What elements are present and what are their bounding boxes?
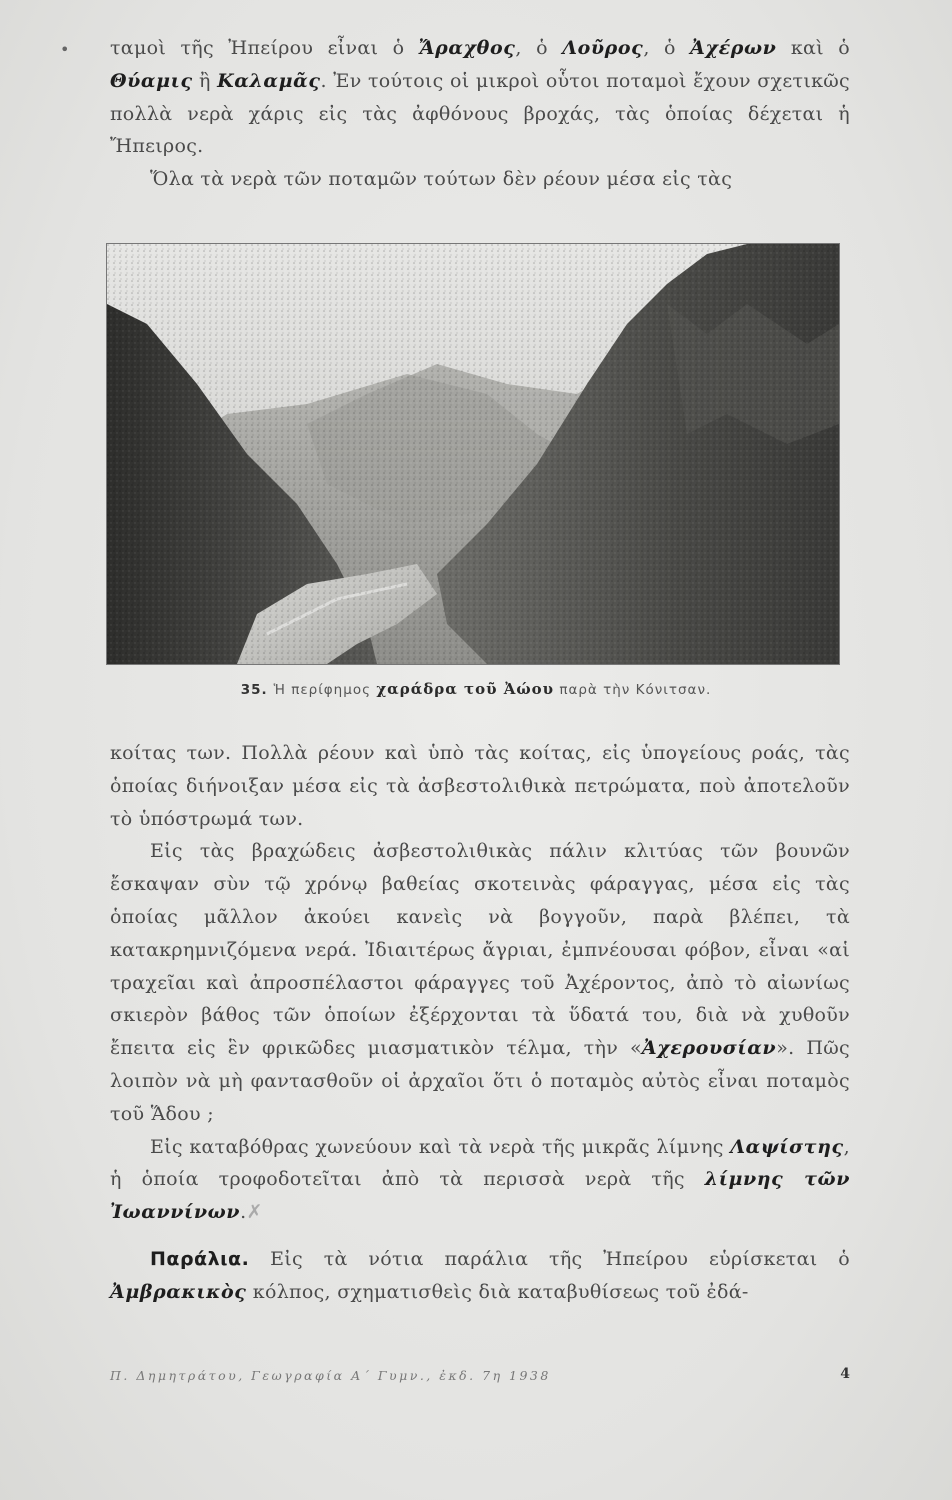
river-arachthos: Ἄραχθος	[418, 37, 516, 59]
river-kalamas: Καλαμᾶς	[217, 69, 321, 92]
caption-emphasis: χαράδρα τοῦ Ἀώου	[376, 680, 555, 698]
paragraph-rivers: ταμοὶ τῆς Ἠπείρου εἶναι ὁ Ἄραχθος, ὁ Λοῦρος, ὁ Ἀχέρων καὶ ὁ Θύαμις ἢ Καλαμᾶς. Ἐν τούτοις οἱ μικροὶ οὗτοι ποταμοὶ ἔχουν σχετικῶς πολλὰ νερὰ χάρις εἰς τὰς ἀφθόνους βροχάς, τὰς ὁποίας δέχεται ἡ Ἤπειρος.	[110, 37, 850, 158]
figure-number: 35.	[240, 682, 268, 698]
gorge-photograph	[106, 243, 840, 665]
river-louros: Λοῦρος	[562, 37, 644, 59]
footer-citation: Π. Δημητράτου, Γεωγραφία Α΄ Γυμν., ἐκδ. 7η 1938	[110, 1368, 551, 1383]
paragraph-coasts: Παράλια. Εἰς τὰ νότια παράλια τῆς Ἠπείρου εὑρίσκεται ὁ Ἀμβρακικὸς κόλπος, σχηματισθεὶς διὰ καταβυθίσεως τοῦ ἐδά-	[110, 1247, 850, 1303]
gulf-amvrakikos: Ἀμβρακικὸς	[110, 1280, 247, 1303]
lake-lapsisti: Λαψίστης	[730, 1135, 844, 1158]
page-footer	[110, 1368, 850, 1383]
margin-dot: •	[60, 40, 70, 59]
paragraph-gorges: Εἰς τὰς βραχώδεις ἀσβεστολιθικὰς πάλιν κλιτύας τῶν βουνῶν ἔσκαψαν σὺν τῷ χρόνῳ βαθείας σκοτεινὰς φάραγγας, μέσα εἰς τὰς ὁποίας μᾶλλον ἀκούει κανεὶς νὰ βογγοῦν, παρὰ βλέπει, τὰ κατακρημνιζόμενα νερά. Ἰδιαιτέρως ἄγριαι, ἐμπνέουσαι φόβον, εἶναι «αἱ τραχεῖαι καὶ ἀπροσπέλαστοι φάραγγες τοῦ Ἀχέροντος, ἀπὸ τὸ αἰωνίως σκιερὸν βάθος τῶν ὁποίων ἐξέρχονται τὰ ὕδατά του, διὰ νὰ χυθοῦν ἔπειτα εἰς ἓν φρικῶδες μιασματικὸν τέλμα, τὴν «Ἀχερουσίαν». Πῶς λοιπὸν νὰ μὴ φαντασθοῦν οἱ ἀρχαῖοι ὅτι ὁ ποταμὸς αὐτὸς εἶναι ποταμὸς τοῦ Ἅδου ;	[110, 840, 850, 1125]
gorge-image	[107, 244, 839, 664]
page-number: 4	[840, 1366, 850, 1382]
paragraph-waters: Ὅλα τὰ νερὰ τῶν ποταμῶν τούτων δὲν ρέουν μέσα εἰς τὰς	[150, 168, 733, 191]
lake-ioannina: λίμνης τῶν Ἰωαννίνων	[110, 1168, 850, 1224]
paragraph-riverbeds: κοίτας των. Πολλὰ ρέουν καὶ ὑπὸ τὰς κοίτας, εἰς ὑπογείους ροάς, τὰς ὁποίας διήνοιξαν μέσα εἰς τὰ ἀσβεστολιθικὰ πετρώματα, ποὺ ἀποτελοῦν τὸ ὑπόστρωμά των.	[110, 742, 850, 830]
pencil-mark-icon: ✗	[246, 1201, 263, 1224]
river-acheron: Ἀχέρων	[690, 37, 777, 59]
paragraph-lakes: Εἰς καταβόθρας χωνεύουν καὶ τὰ νερὰ τῆς μικρᾶς λίμνης Λαψίστης, ἡ ὁποία τροφοδοτεῖται ἀπὸ τὰ περισσὰ νερὰ τῆς λίμνης τῶν Ἰωαννίνων.✗	[110, 1135, 850, 1224]
bottom-text-block	[110, 737, 850, 1309]
section-heading-coasts: Παράλια.	[150, 1247, 250, 1270]
top-text-block	[110, 32, 850, 196]
river-thyamis: Θύαμις	[110, 69, 193, 92]
term-acherousia: Ἀχερουσίαν	[641, 1037, 777, 1060]
figure-caption: 35. Ἡ περίφημος χαράδρα τοῦ Ἀώου παρὰ τὴν Κόνιτσαν.	[240, 680, 712, 698]
